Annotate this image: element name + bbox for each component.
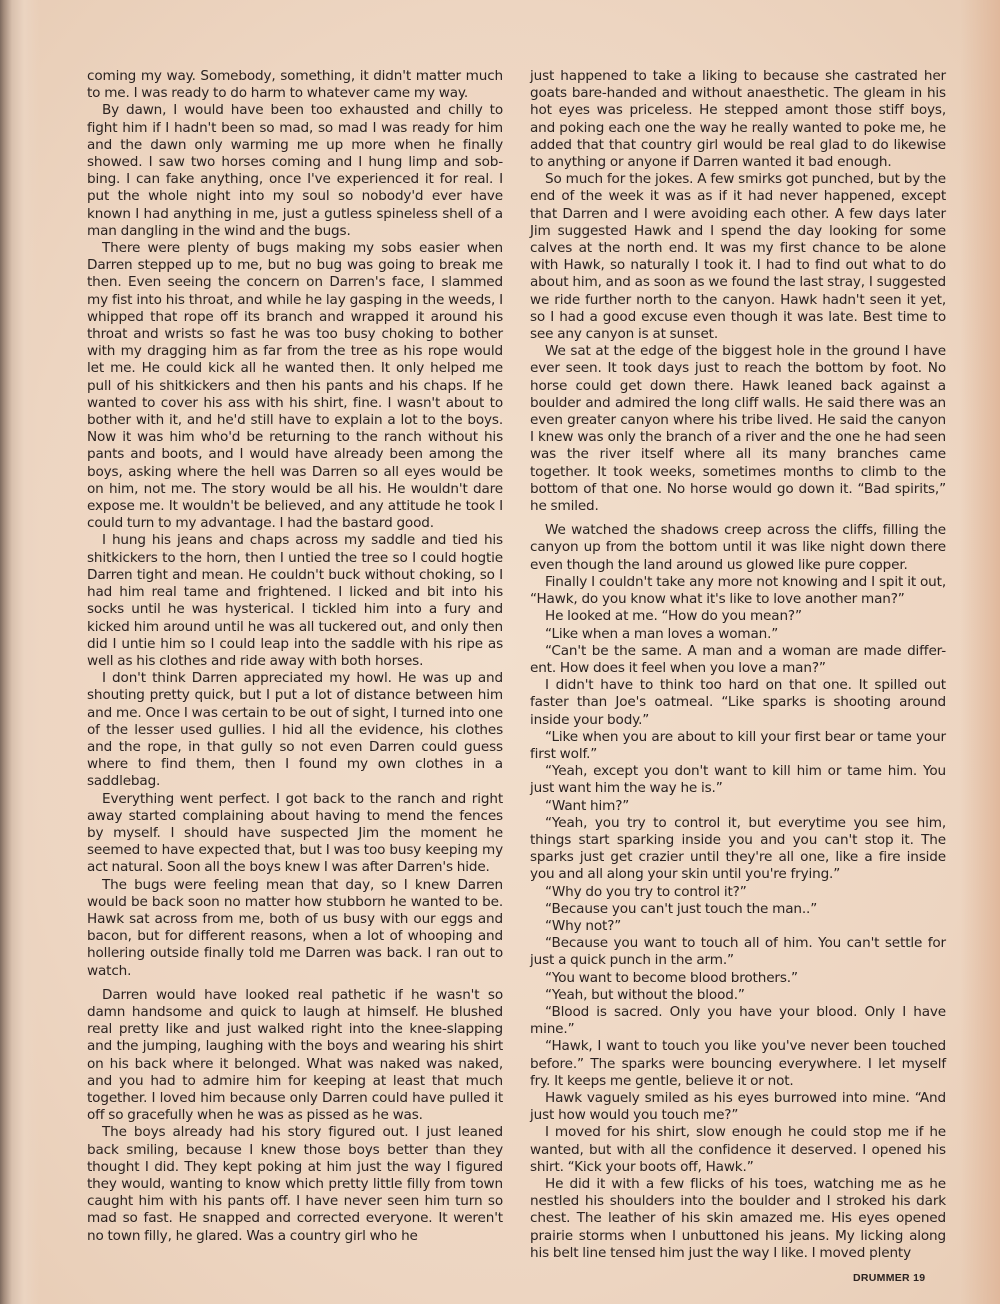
- paragraph: “Yeah, but without the blood.”: [545, 986, 745, 1003]
- paragraph: He did it with a few flicks of his toes, watching me as he nestled his shoulders into the boulder and I stroked his dark chest. The leather of his skin amazed me. His eyes opened prairie storms when I unbuttoned his jeans. My licking along his belt line tensed him just the way I like. I moved plenty: [530, 1176, 946, 1261]
- paragraph: coming my way. Somebody, something, it didn't matter much to me. I was ready to do harm to whatever came my way.: [87, 68, 503, 102]
- paragraph: “Yeah, you try to control it, but everytime you see him, things start sparking inside you and you can't stop it. The sparks just get crazier until they're all one, like a fire inside you and all along your skin until you're frying.”: [530, 814, 946, 883]
- paragraph: “Want him?”: [545, 797, 630, 814]
- left-column: [87, 68, 503, 1245]
- paragraph: “Like when you are about to kill your first bear or tame your first wolf.”: [530, 728, 946, 762]
- paragraph: “Because you want to touch all of him. You can't settle for just a quick punch in the arm.”: [530, 935, 946, 969]
- paragraph: “Because you can't just touch the man..”: [545, 900, 818, 917]
- paragraph: The bugs were feeling mean that day, so I knew Darren would be back soon no matter how stubborn he wanted to be. Hawk sat across from me, both of us busy with our eggs and bacon, but for different reasons, when a lot of whooping and hollering outside finally told me Darren was back. I ran out to watch.: [87, 876, 503, 979]
- paragraph: I moved for his shirt, slow enough he could stop me if he wanted, but with all the confidence it deserved. I opened his shirt. “Kick your boots off, Hawk.”: [530, 1124, 946, 1175]
- paragraph: Finally I couldn't take any more not knowing and I spit it out, “Hawk, do you know what it's like to love another man?”: [530, 573, 946, 608]
- paragraph: We sat at the edge of the biggest hole in the ground I have ever seen. It took days just to reach the bottom by foot. No horse could get down there. Hawk leaned back against a boulder and admired the long cliff walls. He said there was an even greater canyon where his tribe lived. He said the canyon I knew was only the branch of a river and the one he had seen was the river itself where all its many branches came together. It took weeks, sometimes months to climb to the bottom of that one. No horse would go down it. “Bad spirits,” he smiled.: [530, 343, 946, 515]
- right-column: [530, 68, 946, 1262]
- paragraph: I hung his jeans and chaps across my saddle and tied his shitkickers to the horn, then I untied the tree so I could hogtie Darren tight and mean. He couldn't buck without choking, so I had him real tame and frightened. I licked and bit into his socks until he was hysterical. I tickled him into a fury and kicked him around until he was all tuckered out, and only then did I untie him so I could leap into the saddle with his ripe as well as his clothes and ride away with both horses.: [87, 532, 503, 669]
- paragraph: “Like when a man loves a woman.”: [545, 625, 779, 642]
- paragraph: “Blood is sacred. Only you have your blood. Only I have mine.”: [530, 1003, 946, 1038]
- paragraph: There were plenty of bugs making my sobs easier when Darren stepped up to me, but no bug was going to break me then. Even seeing the concern on Darren's face, I slammed my fist into his throat, and while he lay gasping in the weeds, I whipped that rope off its branch and wrapped it around his throat and wrists so fast he was too busy choking to bother with my dragging him as far from the tree as his rope would let me. He could kick all he wanted then. It only helped me pull of his shitkickers and then his pants and his chaps. If he wanted to cover his ass with his shirt, fine. I wasn't about to bother with it, and he'd still have to explain a lot to the boys. Now it was him who'd be returning to the ranch without his pants and boots, and I would have already been among the boys, asking where the hell was Darren so all eyes would be on him, not me. The story would be all his. He wouldn't dare expose me. It wouldn't be believed, and any attitude he took I could turn to my advantage. I had the bastard good.: [87, 240, 503, 532]
- paragraph: By dawn, I would have been too exhausted and chilly to fight him if I hadn't been so mad, so mad I was ready for him and the dawn only warming me up more when he finally showed. I saw two horses coming and I hung limp and sob-bing. I can fake anything, once I've experienced it for real. I put the whole night into my soul so nobody'd ever have known I had anything in me, just a gutless spineless shell of a man dangling in the wind and the bugs.: [87, 102, 503, 239]
- paragraph: “Why do you try to control it?”: [545, 883, 747, 900]
- paragraph: “You want to become blood brothers.”: [545, 969, 798, 986]
- paragraph: He looked at me. “How do you mean?”: [545, 608, 802, 625]
- paragraph: So much for the jokes. A few smirks got punched, but by the end of the week it was as if it had never happened, except that Darren and I were avoiding each other. A few days later Jim suggested Hawk and I spend the day looking for some calves at the north end. It was my first chance to be alone with Hawk, so naturally I took it. I had to find out what to do about him, and as soon as we found the last stray, I suggested we ride further north to the canyon. Hawk hadn't seen it yet, so I had a good excuse even though it was late. Best time to see any canyon is at sunset.: [530, 171, 946, 343]
- page-folio: DRUMMER 19: [853, 1272, 926, 1284]
- paragraph: I didn't have to think too hard on that one. It spilled out faster than Joe's oatmeal. “Like sparks is shooting around inside your body.”: [530, 677, 946, 728]
- paragraph: The boys already had his story figured out. I just leaned back smiling, because I knew those boys better than they thought I did. They kept poking at him just the way I figured they would, wanting to know which pretty little filly from town caught him with his pants off. I have never seen him turn so mad so fast. He snapped and corrected everyone. It weren't no town filly, he glared. Was a country girl who he: [87, 1124, 503, 1244]
- paragraph: just happened to take a liking to because she castrated her goats bare-handed and without anaesthetic. The gleam in his hot eyes was priceless. He stepped amont those stiff boys, and poking each one the way he really wanted to poke me, he added that that country girl would be real glad to do likewise to anything or anyone if Darren wanted it bad enough.: [530, 68, 946, 171]
- paragraph: Everything went perfect. I got back to the ranch and right away started complaining about having to mend the fences by myself. I should have suspected Jim the moment he seemed to have expected that, but I was too busy keeping my act natural. Soon all the boys knew I was after Darren's hide.: [87, 790, 503, 876]
- paragraph: “Hawk, I want to touch you like you've never been touched before.” The sparks were bouncing everywhere. I let myself fry. It keeps me gentle, believe it or not.: [530, 1038, 946, 1089]
- paragraph: “Why not?”: [545, 917, 622, 934]
- paragraph: Hawk vaguely smiled as his eyes burrowed into mine. “And just how would you touch me?”: [530, 1089, 946, 1124]
- paragraph: We watched the shadows creep across the cliffs, filling the canyon up from the bottom until it was like night down there even though the land around us glowed like pure copper.: [530, 522, 946, 573]
- paragraph: Darren would have looked real pathetic if he wasn't so damn handsome and quick to laugh at himself. He blushed real pretty like and just walked right into the knee-slapping and the jumping, laughing with the boys and wearing his shirt on his back where it belonged. What was naked was naked, and you had to admire him for keeping at least that much together. I loved him because only Darren could have pulled it off so gracefully when he was as pissed as he was.: [87, 986, 503, 1124]
- paragraph: “Yeah, except you don't want to kill him or tame him. You just want him the way he is.”: [530, 763, 946, 797]
- paragraph: I don't think Darren appreciated my howl. He was up and shouting pretty quick, but I put a lot of distance between him and me. Once I was certain to be out of sight, I turned into one of the lesser used gullies. I hid all the evidence, his clothes and the rope, in that gully so not even Darren could guess where to find them, then I found my own clothes in a saddlebag.: [87, 670, 503, 790]
- paragraph: “Can't be the same. A man and a woman are made differ-ent. How does it feel when you love a man?”: [530, 642, 946, 676]
